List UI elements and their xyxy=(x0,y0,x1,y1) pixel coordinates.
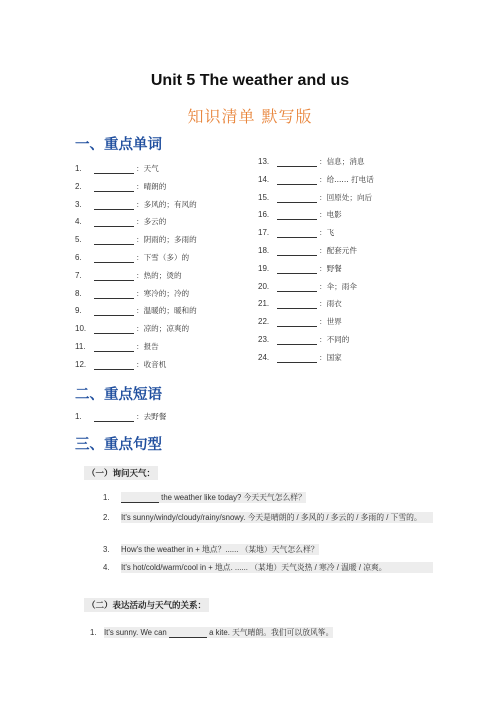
item-meaning: ：热的；烫的 xyxy=(136,270,182,280)
item-number: 18. xyxy=(258,246,270,255)
sentence-text: How's the weather in + 地点？...... （某地）天气怎么样？ xyxy=(121,545,319,554)
item-meaning: ：多风的；有风的 xyxy=(136,199,197,209)
fill-blank[interactable] xyxy=(94,308,134,316)
sentence-number: 2. xyxy=(103,513,110,522)
vocab-item xyxy=(258,353,342,363)
vocab-item xyxy=(258,210,342,220)
sentence-text: It's sunny/windy/cloudy/rainy/snowy. 今天是晴朗的 / 多风的 / 多云的 / 多雨的 / 下雪的。 xyxy=(121,512,433,523)
item-meaning: ：电影 xyxy=(319,210,342,220)
vocab-item xyxy=(258,299,342,309)
vocab-item xyxy=(75,217,166,227)
fill-blank[interactable] xyxy=(169,630,207,638)
fill-blank[interactable] xyxy=(94,344,134,352)
item-meaning: ：回原处；向后 xyxy=(319,192,373,202)
vocab-item xyxy=(258,264,342,274)
sub-heading-ask-weather: （一）询问天气： xyxy=(84,466,158,480)
item-meaning: ：多云的 xyxy=(136,217,167,227)
sentence-tail: the weather like today? 今天天气怎么样？ xyxy=(159,493,306,502)
sentence-item xyxy=(103,492,433,504)
item-number: 3. xyxy=(75,199,82,209)
vocab-item xyxy=(258,282,357,292)
fill-blank[interactable] xyxy=(94,184,134,192)
sentence-text xyxy=(121,492,306,503)
sentence-number: 4. xyxy=(103,563,110,572)
item-number: 7. xyxy=(75,270,82,280)
sub-heading-activity-weather: （二）表达活动与天气的关系： xyxy=(84,598,209,612)
fill-blank[interactable] xyxy=(277,266,317,274)
vocab-item xyxy=(75,342,159,352)
item-meaning: ：伞；雨伞 xyxy=(319,281,357,291)
fill-blank[interactable] xyxy=(94,291,134,299)
sentence-text: It's hot/cold/warm/cool in + 地点. ...... （某地）天气炎热 / 寒冷 / 温暖 / 凉爽。 xyxy=(121,562,433,573)
item-number: 17. xyxy=(258,228,270,238)
section-sentences-heading: 三、重点句型 xyxy=(75,437,162,453)
fill-blank[interactable] xyxy=(277,301,317,309)
item-number: 10. xyxy=(75,324,87,334)
item-meaning: ：野餐 xyxy=(319,263,342,273)
item-meaning: ：天气 xyxy=(136,164,159,173)
sentence-item xyxy=(103,544,433,556)
fill-blank[interactable] xyxy=(94,273,134,281)
item-number: 24. xyxy=(258,352,270,362)
fill-blank[interactable] xyxy=(277,319,317,327)
vocab-item xyxy=(75,412,166,422)
page-subtitle: 知识清单 默写版 xyxy=(187,107,313,126)
item-meaning: ：凉的；凉爽的 xyxy=(136,324,190,334)
vocab-item xyxy=(75,164,159,174)
vocab-item xyxy=(258,228,334,238)
fill-blank[interactable] xyxy=(94,326,134,334)
item-meaning: ：给...... 打电话 xyxy=(319,174,374,184)
section-vocab-heading: 一、重点单词 xyxy=(75,137,162,153)
fill-blank[interactable] xyxy=(94,202,134,210)
item-number: 16. xyxy=(258,210,270,220)
fill-blank[interactable] xyxy=(94,237,134,245)
vocab-item xyxy=(258,193,372,203)
vocab-item xyxy=(258,157,365,167)
item-number: 11. xyxy=(75,342,86,351)
item-number: 2. xyxy=(75,181,82,191)
vocab-item xyxy=(258,246,357,256)
item-number: 22. xyxy=(258,317,270,327)
fill-blank[interactable] xyxy=(94,255,134,263)
item-number: 5. xyxy=(75,235,82,245)
item-meaning: ：阴雨的；多雨的 xyxy=(136,235,197,245)
item-number: 9. xyxy=(75,306,82,316)
item-number: 13. xyxy=(258,157,270,166)
item-meaning: ：报告 xyxy=(136,342,159,351)
vocab-item xyxy=(75,200,197,210)
fill-blank[interactable] xyxy=(277,212,317,220)
vocab-item xyxy=(75,360,166,370)
fill-blank[interactable] xyxy=(94,166,134,174)
vocab-item xyxy=(75,324,189,334)
vocab-item xyxy=(258,317,342,327)
item-meaning: ：配套元件 xyxy=(319,246,357,255)
item-number: 8. xyxy=(75,288,82,298)
fill-blank[interactable] xyxy=(277,337,317,345)
item-number: 1. xyxy=(75,164,82,173)
vocab-item xyxy=(75,271,182,281)
sentence-number: 1. xyxy=(90,628,97,637)
item-number: 21. xyxy=(258,299,270,309)
sentence-number: 1. xyxy=(103,493,110,502)
item-meaning: ：温暖的；暖和的 xyxy=(136,306,197,316)
item-meaning: ：雨衣 xyxy=(319,299,342,309)
item-meaning: ：世界 xyxy=(319,317,342,327)
fill-blank[interactable] xyxy=(121,495,159,503)
item-number: 20. xyxy=(258,281,270,291)
item-meaning: ：去野餐 xyxy=(136,412,167,421)
fill-blank[interactable] xyxy=(277,159,317,167)
item-number: 14. xyxy=(258,174,270,184)
section-phrases-heading: 二、重点短语 xyxy=(75,387,162,403)
item-number: 1. xyxy=(75,412,82,421)
fill-blank[interactable] xyxy=(277,195,317,203)
sentence-text xyxy=(104,627,333,638)
sentence-item xyxy=(90,627,430,639)
sentence-item xyxy=(103,562,433,586)
page-title: Unit 5 The weather and us xyxy=(150,72,350,89)
item-number: 15. xyxy=(258,192,270,202)
fill-blank[interactable] xyxy=(277,230,317,238)
item-meaning: ：飞 xyxy=(319,228,335,238)
item-meaning: ：收音机 xyxy=(136,359,167,369)
item-meaning: ：国家 xyxy=(319,352,342,362)
vocab-item xyxy=(75,235,197,245)
fill-blank[interactable] xyxy=(277,177,317,185)
item-number: 19. xyxy=(258,263,270,273)
sentence-tail: a kite. 天气晴朗。我们可以放风筝。 xyxy=(206,628,334,637)
sentence-number: 3. xyxy=(103,545,110,554)
fill-blank[interactable] xyxy=(277,355,317,363)
vocab-item xyxy=(75,182,166,192)
item-number: 23. xyxy=(258,335,270,344)
item-meaning: ：不同的 xyxy=(319,335,350,344)
item-meaning: ：寒冷的；冷的 xyxy=(136,288,190,298)
item-number: 12. xyxy=(75,359,87,369)
item-meaning: ：下雪（多）的 xyxy=(136,253,190,262)
vocab-item xyxy=(75,253,189,263)
fill-blank[interactable] xyxy=(277,284,317,292)
item-number: 4. xyxy=(75,217,82,227)
fill-blank[interactable] xyxy=(277,248,317,256)
sentence-head: It's sunny. We can xyxy=(104,628,169,637)
fill-blank[interactable] xyxy=(94,362,134,370)
item-meaning: ：晴朗的 xyxy=(136,181,167,191)
vocab-item xyxy=(258,335,349,345)
fill-blank[interactable] xyxy=(94,414,134,422)
fill-blank[interactable] xyxy=(94,219,134,227)
sentence-item xyxy=(103,512,433,536)
item-number: 6. xyxy=(75,253,82,262)
item-meaning: ：信息；消息 xyxy=(319,157,365,166)
vocab-item xyxy=(258,175,374,185)
vocab-item xyxy=(75,306,197,316)
vocab-item xyxy=(75,289,189,299)
